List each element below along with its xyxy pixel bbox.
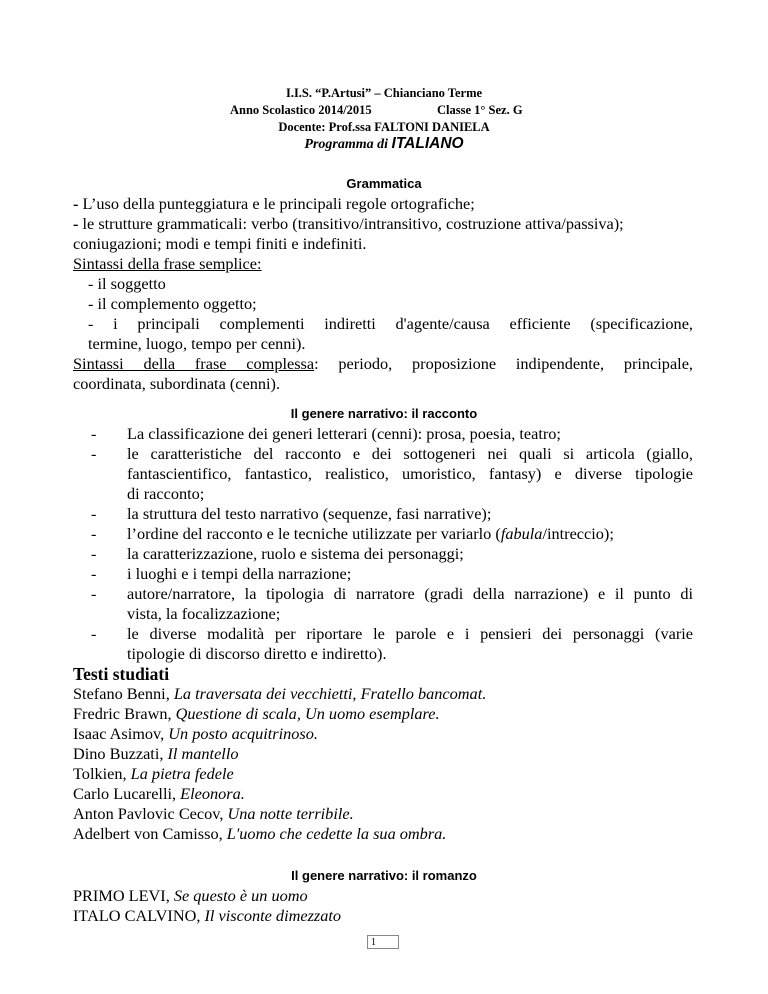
sintassi-complessa: Sintassi della frase complessa: periodo, proposizione indipendente, principale, [73, 354, 693, 373]
semplice-item: - il complemento oggetto; [88, 294, 257, 313]
racconto-item-2-cont: fantascientifico, fantastico, realistico, umoristico, fantasy) e diverse tipologie [127, 464, 693, 483]
bullet: - [91, 424, 97, 443]
text-entry [73, 886, 693, 906]
entry-author: Adelbert von Camisso, [73, 824, 227, 843]
text-entry [73, 684, 693, 704]
program-title [0, 135, 768, 153]
text-entry [73, 724, 693, 744]
entry-title: Il visconte dimezzato [204, 906, 342, 925]
entry-title: Eleonora. [180, 784, 245, 803]
entry-author: Dino Buzzati, [73, 744, 168, 763]
entry-author: Fredric Brawn, [73, 704, 176, 723]
entry-author: Isaac Asimov, [73, 724, 169, 743]
semplice-item: - i principali complementi indiretti d'agente/causa efficiente (specificazione, [88, 314, 693, 333]
entry-author: Anton Pavlovic Cecov, [73, 804, 228, 823]
racconto-item-7: autore/narratore, la tipologia di narratore (gradi della narrazione) e il punto di [127, 584, 693, 603]
semplice-item: - il soggetto [88, 274, 166, 293]
entry-title: L'uomo che cedette la sua ombra. [226, 824, 447, 843]
text-entry [73, 764, 693, 784]
grammatica-item-2-cont: coniugazioni; modi e tempi finiti e indefiniti. [73, 234, 367, 253]
text-entry [73, 824, 693, 844]
racconto-item-4: l’ordine del racconto e le tecniche utilizzate per variarlo (fabula/intreccio); [127, 524, 614, 543]
entry-author: Tolkien, [73, 764, 131, 783]
entry-title: Se questo è un uomo [173, 886, 308, 905]
bullet: - [91, 444, 97, 463]
testi-heading: Testi studiati [73, 664, 170, 684]
text-entry [73, 906, 693, 926]
teacher-name: Docente: Prof.ssa FALTONI DANIELA [278, 120, 490, 134]
program-subject: ITALIANO [391, 135, 464, 152]
class-section: Classe 1° Sez. G [437, 103, 523, 117]
racconto-item-7-cont: vista, la focalizzazione; [127, 604, 281, 623]
entry-title: Questione di scala, Un uomo esemplare. [175, 704, 440, 723]
bullet: - [91, 544, 97, 563]
section-heading-grammatica: Grammatica [346, 176, 422, 191]
entry-title: Un posto acquitrinoso. [168, 724, 318, 743]
section-heading-racconto: Il genere narrativo: il racconto [290, 406, 478, 421]
bullet: - [91, 624, 97, 643]
racconto-item-8: le diverse modalità per riportare le parole e i pensieri dei personaggi (varie [127, 624, 693, 643]
bullet: - [91, 524, 97, 543]
bullet: - [91, 564, 97, 583]
text-entry [73, 784, 693, 804]
entry-title: Il mantello [167, 744, 239, 763]
entry-author: Stefano Benni, [73, 684, 174, 703]
school-year: Anno Scolastico 2014/2015 [230, 103, 372, 117]
racconto-item-1: La classificazione dei generi letterari (cenni): prosa, poesia, teatro; [127, 424, 561, 443]
grammatica-item-2: - le strutture grammaticali: verbo (transitivo/intransitivo, costruzione attiva/passiva); [73, 214, 624, 233]
text-entry [73, 744, 693, 764]
entry-author: ITALO CALVINO, [73, 906, 205, 925]
bullet: - [91, 584, 97, 603]
semplice-item: termine, luogo, tempo per cenni). [88, 334, 306, 353]
racconto-item-6: i luoghi e i tempi della narrazione; [127, 564, 352, 583]
bullet: - [91, 504, 97, 523]
page-number: 1 [367, 935, 399, 949]
entry-title: Una notte terribile. [227, 804, 354, 823]
entry-author: Carlo Lucarelli, [73, 784, 181, 803]
racconto-item-5: la caratterizzazione, ruolo e sistema dei personaggi; [127, 544, 464, 563]
racconto-item-3: la struttura del testo narrativo (sequenze, fasi narrative); [127, 504, 492, 523]
entry-title: La traversata dei vecchietti, Fratello bancomat. [173, 684, 487, 703]
racconto-item-8-cont: tipologie di discorso diretto e indiretto). [127, 644, 387, 663]
entry-author: PRIMO LEVI, [73, 886, 174, 905]
section-heading-romanzo: Il genere narrativo: il romanzo [291, 868, 477, 883]
racconto-item-2-cont: di racconto; [127, 484, 205, 503]
entry-title: La pietra fedele [130, 764, 234, 783]
school-name: I.I.S. “P.Artusi” – Chianciano Terme [285, 86, 483, 100]
sintassi-complessa-cont: coordinata, subordinata (cenni). [73, 374, 281, 393]
racconto-item-2: le caratteristiche del racconto e dei sottogeneri nei quali si articola (giallo, [127, 444, 693, 463]
sintassi-semplice-title: Sintassi della frase semplice: [73, 254, 262, 273]
program-prefix: Programma di [304, 137, 389, 152]
text-entry [73, 704, 693, 724]
text-entry [73, 804, 693, 824]
grammatica-item-1: - L’uso della punteggiatura e le principali regole ortografiche; [73, 194, 475, 213]
